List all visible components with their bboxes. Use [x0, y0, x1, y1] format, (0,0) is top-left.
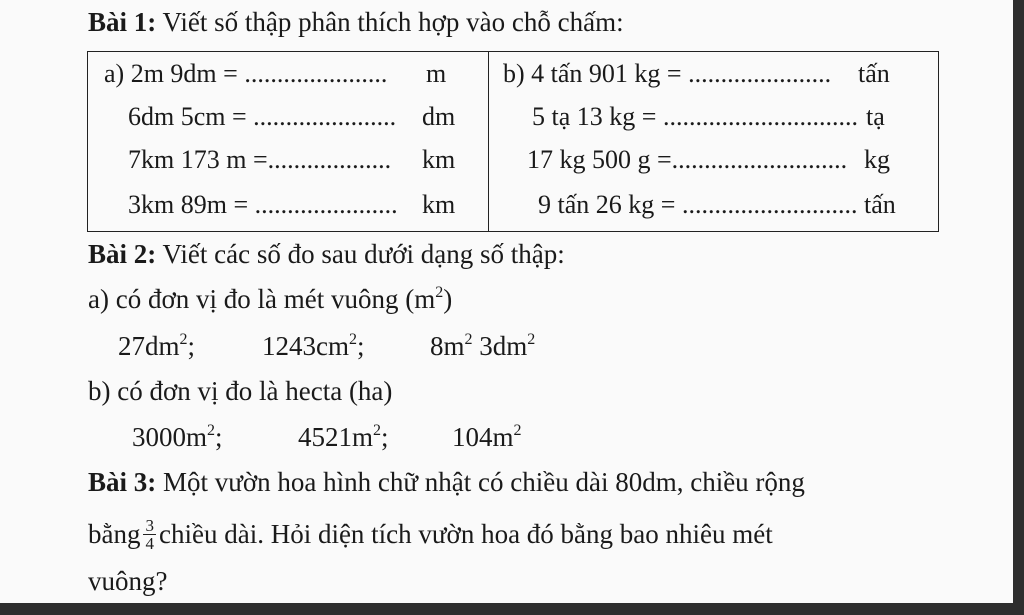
bai2-b-item-3 [452, 421, 522, 453]
left-blank-2: ...................... [253, 102, 397, 131]
a-item-2-sep: ; [357, 331, 365, 361]
right-unit-4: tấn [864, 190, 896, 219]
bai2-a-text: a) có đơn vị đo là mét vuông (m [88, 284, 436, 314]
left-blank-4: ...................... [254, 190, 398, 219]
bai1-heading [88, 6, 624, 38]
bai2-b-item-1 [132, 421, 223, 453]
bai3-text-2-pre: bằng [88, 519, 141, 549]
bai1-label: Bài 1: [88, 7, 157, 37]
right-blank-1: ...................... [688, 59, 832, 88]
bai3-line-3: vuông? [88, 566, 168, 596]
bai3-label: Bài 3: [88, 467, 157, 497]
b-item-1-sep: ; [215, 422, 223, 452]
right-blank-2: .............................. [662, 102, 858, 131]
left-unit-1: m [426, 59, 447, 88]
a-item-2-sup: 2 [349, 331, 357, 348]
right-q-4: 9 tấn 26 kg = [538, 190, 682, 219]
right-blank-3: ........................... [671, 145, 848, 174]
left-unit-2: dm [422, 102, 456, 131]
table-divider [488, 52, 489, 231]
left-q-4: 3km 89m = [128, 190, 255, 219]
a-item-3-rest: 3dm [472, 331, 528, 361]
b-item-3-sup: 2 [513, 422, 522, 439]
left-blank-3: ................... [267, 145, 392, 174]
bai2-a-close: ) [443, 284, 453, 314]
bai2-label: Bài 2: [88, 239, 157, 269]
right-row-1 [503, 59, 831, 89]
b-item-3-value: 104m [452, 422, 514, 452]
right-q-2: 5 tạ 13 kg = [532, 102, 663, 131]
b-item-1-sup: 2 [207, 422, 216, 439]
bai2-part-b: b) có đơn vị đo là hecta (ha) [88, 376, 393, 406]
fraction-numerator: 3 [145, 516, 154, 536]
left-row-2 [128, 102, 396, 132]
b-item-2-sep: ; [381, 422, 389, 452]
left-row-4 [128, 190, 398, 220]
window-frame-right [1013, 0, 1024, 615]
a-item-1-sep: ; [187, 331, 196, 361]
left-unit-4: km [422, 190, 456, 219]
right-q-1: b) 4 tấn 901 kg = [503, 59, 689, 88]
right-row-3 [527, 145, 847, 175]
left-q-2: 6dm 5cm = [128, 102, 254, 131]
a-item-1-value: 27dm [118, 331, 180, 361]
left-row-1 [104, 59, 387, 89]
window-frame-bottom [0, 603, 1013, 615]
bai2-a-item-3 [430, 330, 535, 362]
right-unit-1: tấn [858, 59, 890, 88]
a-item-3-sup2: 2 [527, 331, 536, 348]
bai3-line-1 [88, 466, 805, 498]
bai3-line-2 [88, 518, 773, 554]
bai2-heading [88, 238, 565, 270]
b-item-2-value: 4521m [298, 422, 374, 452]
bai2-text: Viết các số đo sau dưới dạng số thập: [162, 239, 565, 269]
right-row-4 [538, 190, 857, 220]
left-q-3: 7km 173 m = [128, 145, 268, 174]
right-q-3: 17 kg 500 g = [527, 145, 672, 174]
right-blank-4: ........................... [681, 190, 858, 219]
left-unit-3: km [422, 145, 456, 174]
bai1-text: Viết số thập phân thích hợp vào chỗ chấm: [162, 7, 624, 37]
a-item-1-sup: 2 [179, 331, 188, 348]
left-row-3 [128, 145, 391, 175]
bai1-table [87, 51, 939, 232]
fraction-three-quarters [143, 517, 156, 552]
right-unit-3: kg [864, 145, 890, 174]
a-item-3-sup: 2 [464, 331, 473, 348]
right-row-2 [532, 102, 858, 132]
bai2-part-a [88, 283, 452, 315]
b-item-1-value: 3000m [132, 422, 208, 452]
right-unit-2: tạ [866, 102, 885, 131]
b-item-2-sup: 2 [373, 422, 382, 439]
left-q-1: a) 2m 9dm = [104, 59, 245, 88]
fraction-denominator: 4 [145, 534, 154, 554]
bai3-text-1: Một vườn hoa hình chữ nhật có chiều dài 80dm, chiều rộng [163, 467, 805, 497]
bai3-text-2-post: chiều dài. Hỏi diện tích vườn hoa đó bằng bao nhiêu mét [158, 519, 773, 549]
a-item-3-value: 8m [430, 331, 465, 361]
bai2-a-item-2 [262, 330, 365, 362]
a-item-2-value: 1243cm [262, 331, 349, 361]
bai2-a-item-1 [118, 330, 195, 362]
bai2-b-item-2 [298, 421, 389, 453]
left-blank-1: ...................... [244, 59, 388, 88]
bai2-a-sup: 2 [435, 284, 444, 301]
